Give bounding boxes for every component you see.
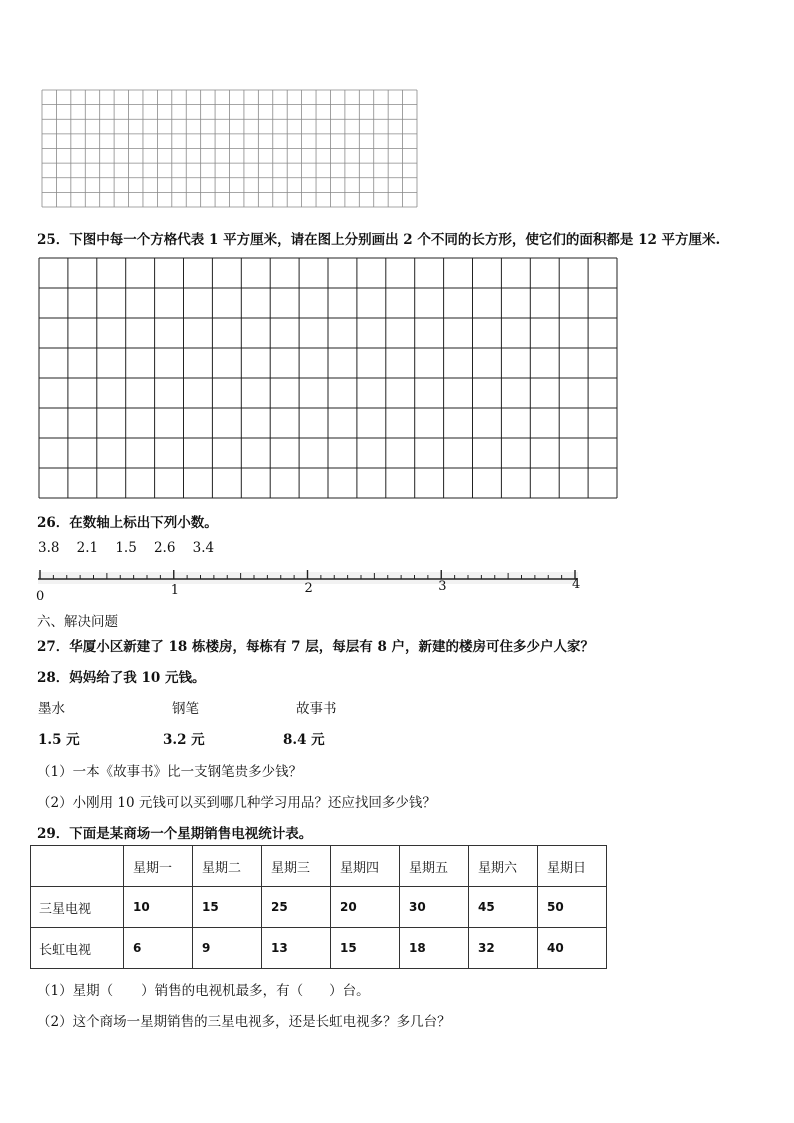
axis-label: 2	[304, 581, 313, 596]
q29-sub1-part: ）销售的电视机最多，有（	[141, 983, 304, 999]
table-cell: 40	[538, 928, 607, 969]
q29-sub2: （2）这个商场一星期销售的三星电视多，还是长虹电视多？多几台？	[37, 1014, 451, 1030]
table-cell: 15	[193, 887, 262, 928]
decimal-value: 2.1	[76, 540, 99, 556]
table-cell: 32	[469, 928, 538, 969]
table-cell: 18	[400, 928, 469, 969]
table-cell: 20	[331, 887, 400, 928]
q25-text: 25．下图中每一个方格代表 1 平方厘米，请在图上分别画出 2 个不同的长方形，使它们的面积都是 12 平方厘米.	[37, 232, 721, 248]
q29-sub1-part: ）台。	[329, 983, 370, 999]
item-name: 故事书	[296, 701, 337, 717]
axis-label: 1	[170, 583, 180, 598]
table-header-row	[31, 846, 607, 887]
q29-sub1	[37, 979, 370, 999]
table-cell: 45	[469, 887, 538, 928]
item-price: 8.4 元	[283, 732, 325, 748]
table-cell: 13	[262, 928, 331, 969]
q29-text: 29．下面是某商场一个星期销售电视统计表。	[37, 826, 313, 842]
axis-label: 0	[36, 589, 45, 604]
axis-label: 4	[572, 577, 581, 592]
small-drawing-grid[interactable]	[41, 89, 419, 209]
table-cell: 15	[331, 928, 400, 969]
day-header: 星期日	[538, 846, 607, 887]
day-header: 星期六	[469, 846, 538, 887]
table-cell: 9	[193, 928, 262, 969]
row-label: 三星电视	[31, 887, 124, 928]
q27-text: 27．华厦小区新建了 18 栋楼房，每栋有 7 层，每层有 8 户，新建的楼房可住多少户人家？	[37, 639, 595, 655]
day-header: 星期三	[262, 846, 331, 887]
table-cell: 6	[124, 928, 193, 969]
table-cell: 25	[262, 887, 331, 928]
table-cell: 10	[124, 887, 193, 928]
number-line[interactable]	[30, 566, 590, 606]
area-grid[interactable]	[38, 257, 620, 500]
decimal-value: 3.4	[192, 540, 215, 556]
table-row	[31, 928, 607, 969]
table-cell: 30	[400, 887, 469, 928]
decimal-value: 3.8	[38, 540, 60, 556]
decimal-value: 1.5	[115, 540, 137, 556]
q28-sub1: （1）一本《故事书》比一支钢笔贵多少钱？	[37, 764, 303, 780]
table-corner-cell	[31, 846, 124, 887]
q28-text: 28．妈妈给了我 10 元钱。	[37, 670, 206, 686]
day-header: 星期一	[124, 846, 193, 887]
axis-label: 3	[438, 579, 447, 594]
day-header: 星期二	[193, 846, 262, 887]
table-cell: 50	[538, 887, 607, 928]
item-price: 3.2 元	[163, 732, 205, 748]
item-name: 墨水	[38, 701, 65, 717]
table-row	[31, 887, 607, 928]
decimal-list	[38, 540, 214, 556]
item-price: 1.5 元	[38, 732, 80, 748]
day-header: 星期五	[400, 846, 469, 887]
row-label: 长虹电视	[31, 928, 124, 969]
tv-sales-table	[30, 845, 607, 969]
decimal-value: 2.6	[153, 540, 176, 556]
section-title: 六、解决问题	[37, 614, 118, 630]
q26-text: 26．在数轴上标出下列小数。	[37, 515, 218, 531]
day-header: 星期四	[331, 846, 400, 887]
q29-sub1-part: （1）星期（	[37, 983, 114, 999]
q28-sub2: （2）小刚用 10 元钱可以买到哪几种学习用品？还应找回多少钱？	[37, 795, 436, 811]
item-name: 钢笔	[172, 701, 199, 717]
